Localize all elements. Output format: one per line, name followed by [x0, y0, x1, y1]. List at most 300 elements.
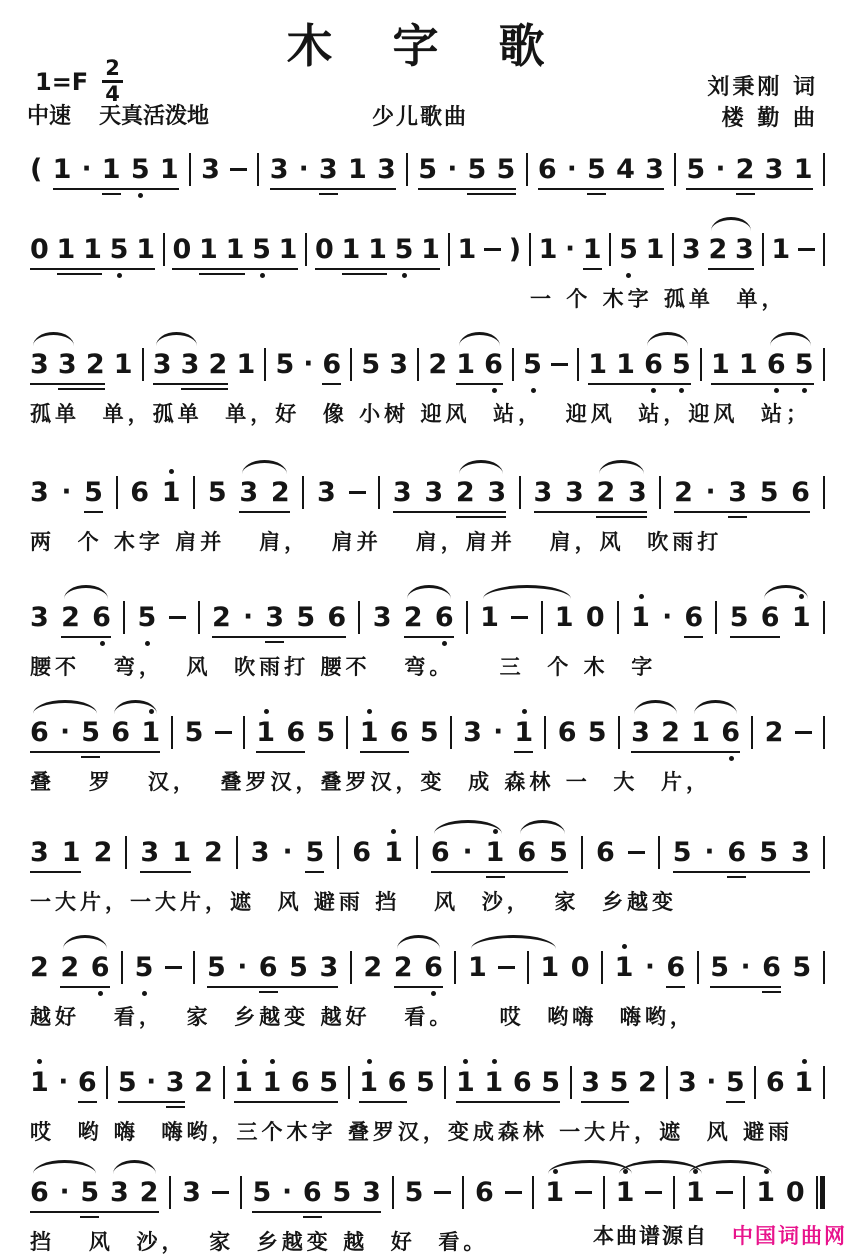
dash-note	[798, 248, 815, 251]
note-digit: 6	[424, 951, 443, 984]
beam-line	[256, 751, 305, 753]
note-digit: 6	[435, 601, 454, 634]
barline	[700, 348, 702, 381]
beam-line	[711, 383, 814, 385]
note-digit: 2	[60, 952, 80, 983]
barline	[609, 233, 611, 266]
note-digit: 1	[236, 349, 256, 380]
barline	[466, 601, 468, 634]
barline	[223, 1066, 225, 1099]
lyrics-line: 孤单 单，孤单 单，好 像 小树 迎风 站， 迎风 站，迎风 站；	[30, 402, 811, 426]
notation-row	[30, 818, 825, 881]
note-digit: 1	[56, 234, 76, 265]
note-digit: 5	[725, 1067, 745, 1098]
beam-line	[674, 511, 810, 513]
low-octave-dot	[142, 991, 147, 996]
notation-row	[30, 698, 825, 761]
note-digit: 1	[52, 154, 72, 185]
dash-note	[795, 731, 812, 734]
slur-arc	[770, 332, 811, 346]
barline	[448, 233, 450, 266]
note-digit: 3	[30, 477, 49, 508]
note-digit: 1	[456, 1066, 475, 1099]
note-digit: 3	[681, 234, 701, 265]
lyrics-line: 一大片，一大片，遮 风 避雨 挡 风 沙， 家 乡越变	[30, 890, 678, 914]
barline	[823, 601, 825, 634]
barline	[823, 476, 825, 509]
note-digit: 6	[595, 837, 615, 868]
note-digit: 6	[684, 602, 704, 633]
beam-line	[118, 1101, 185, 1103]
note-digit: 5	[361, 349, 381, 380]
high-octave-dot	[242, 1059, 247, 1064]
note-digit: 3	[140, 837, 160, 868]
beam-line	[404, 636, 454, 638]
beam-line	[538, 188, 664, 190]
barline	[358, 601, 360, 634]
slur-arc	[459, 332, 500, 346]
note-digit: 5	[332, 1177, 352, 1208]
note-digit: 2	[208, 349, 228, 380]
note-digit: 5	[541, 1067, 560, 1098]
note-digit: 5	[184, 717, 204, 748]
note-digit: 1	[368, 234, 387, 265]
beam-line	[587, 193, 606, 195]
barline	[123, 601, 125, 634]
beam-line	[666, 986, 685, 988]
note-digit: 1	[631, 601, 650, 634]
note-digit: 3	[377, 154, 396, 185]
note-digit: 2	[637, 1067, 657, 1098]
note-digit: 3	[791, 837, 810, 868]
music-line	[30, 1048, 825, 1154]
note-digit: 2	[270, 477, 290, 508]
note-digit: 3	[645, 154, 664, 185]
note-digit: 3	[180, 349, 200, 380]
source-site-link[interactable]: 中国词曲网	[732, 1224, 847, 1248]
barline	[243, 716, 245, 749]
note-digit: 1	[457, 234, 477, 265]
duration-dot: ·	[740, 952, 751, 982]
note-digit: 5	[252, 233, 271, 266]
note-digit: 2	[93, 837, 113, 868]
note-digit: 3	[362, 1177, 381, 1208]
lyrics-line: 挡 风 沙， 家 乡越变 越 好 看。	[30, 1230, 489, 1254]
note-digit: 2	[661, 717, 680, 748]
note-digit: 2	[212, 602, 231, 633]
note-digit: 3	[57, 349, 77, 380]
beam-line	[708, 268, 754, 270]
low-octave-dot	[100, 641, 105, 646]
note-digit: 5	[416, 1067, 435, 1098]
high-octave-dot	[367, 1059, 372, 1064]
slur-arc	[599, 460, 644, 474]
note-digit: 1	[359, 1066, 378, 1099]
barline	[751, 716, 753, 749]
low-octave-dot	[145, 641, 150, 646]
note-digit: 1	[225, 234, 245, 265]
note-digit: 6	[327, 602, 347, 633]
note-digit: 6	[760, 602, 780, 633]
note-digit: 1	[480, 602, 499, 633]
note-digit: 1	[711, 349, 730, 380]
beam-line	[252, 1211, 381, 1213]
high-octave-dot	[367, 709, 372, 714]
barline	[823, 951, 825, 984]
barline	[823, 233, 825, 266]
duration-dot: ·	[715, 154, 726, 184]
music-line	[30, 933, 825, 1039]
beam-line	[30, 871, 81, 873]
barline	[193, 951, 195, 984]
beam-line	[265, 641, 284, 643]
note-digit: 2	[363, 952, 383, 983]
note-digit: 3	[372, 602, 392, 633]
barline	[337, 836, 339, 869]
note-digit: 3	[30, 837, 49, 868]
music-line	[30, 583, 825, 689]
slur-arc	[33, 332, 74, 346]
beam-line	[305, 871, 324, 873]
dash-note	[349, 491, 366, 494]
barline	[116, 476, 118, 509]
barline	[743, 1176, 745, 1209]
lyrics-line: 一 个 木字 孤单 单，	[530, 287, 787, 311]
duration-dot: ·	[462, 837, 473, 867]
low-octave-dot	[138, 193, 143, 198]
note-digit: 5	[316, 717, 336, 748]
barline	[378, 476, 380, 509]
duration-dot: ·	[565, 234, 576, 264]
duration-dot: ·	[298, 154, 309, 184]
slur-arc	[397, 935, 440, 949]
note-digit: 3	[317, 477, 336, 508]
beam-line	[686, 188, 813, 190]
beam-line	[581, 1101, 629, 1103]
barline	[163, 233, 165, 266]
beam-line	[53, 188, 179, 190]
note-digit: 1	[645, 234, 665, 265]
note-digit: 5	[672, 348, 691, 381]
dash-note	[716, 1191, 733, 1194]
note-digit: 0	[30, 234, 49, 265]
note-digit: 5	[296, 602, 316, 633]
note-digit: 6	[765, 1067, 785, 1098]
note-digit: 1	[554, 602, 574, 633]
note-digit: 5	[395, 233, 414, 266]
barline	[302, 476, 304, 509]
note-digit: 2	[708, 234, 728, 265]
barline	[601, 951, 603, 984]
beam-line	[359, 1101, 407, 1103]
beam-line	[418, 188, 516, 190]
beam-line	[588, 383, 691, 385]
note-digit: 6	[430, 837, 450, 868]
note-digit: 6	[791, 477, 810, 508]
note-digit: 1	[199, 234, 218, 265]
high-octave-dot	[37, 1059, 42, 1064]
note-digit: 3	[319, 952, 339, 983]
beam-line	[270, 188, 396, 190]
beam-line	[393, 511, 506, 513]
note-digit: 2	[403, 602, 423, 633]
barline	[618, 716, 620, 749]
notation-row	[30, 583, 825, 646]
dash-note	[575, 1191, 592, 1194]
slur-arc	[242, 460, 287, 474]
duration-dot: ·	[243, 602, 253, 632]
beam-line	[60, 986, 110, 988]
notation-row	[30, 215, 825, 278]
note-digit: 1	[794, 1066, 813, 1099]
duration-dot: ·	[493, 717, 504, 747]
note-digit: 5	[207, 477, 227, 508]
note-digit: 3	[389, 349, 409, 380]
note-digit: 6	[666, 952, 686, 983]
slur-arc	[33, 1160, 96, 1174]
barline	[392, 1176, 394, 1209]
barline	[673, 1176, 675, 1209]
note-digit: 6	[302, 1177, 322, 1208]
slur-arc	[434, 820, 502, 834]
music-line	[30, 818, 825, 924]
beam-line	[736, 193, 755, 195]
beam-line	[394, 986, 443, 988]
barline	[236, 836, 238, 869]
notation-row	[30, 458, 825, 521]
note-digit: 3	[269, 154, 289, 185]
note-digit: 3	[152, 349, 172, 380]
dash-note	[165, 966, 182, 969]
note-digit: 0	[314, 234, 334, 265]
note-digit: 2	[139, 1177, 159, 1208]
note-digit: 5	[80, 1177, 100, 1208]
barline	[823, 836, 825, 869]
beam-line	[534, 511, 647, 513]
note-digit: 5	[131, 153, 150, 186]
note-digit: 5	[135, 951, 154, 984]
note-digit: 2	[203, 837, 223, 868]
note-digit: 6	[512, 1067, 532, 1098]
music-line	[30, 698, 825, 804]
barline	[666, 1066, 668, 1099]
slur-arc	[520, 820, 565, 834]
barline	[581, 836, 583, 869]
barline	[444, 1066, 446, 1099]
note-digit: 2	[393, 952, 413, 983]
note-digit: 6	[474, 1177, 494, 1208]
slur-arc	[471, 935, 556, 949]
lyricist-credit: 刘秉刚 词	[707, 75, 818, 100]
dash-note	[230, 168, 247, 171]
beam-line	[78, 1101, 97, 1103]
beam-line	[710, 986, 781, 988]
lyrics-line: 越好 看， 家 乡越变 越好 看。 哎 哟嗨 嗨哟，	[30, 1005, 695, 1029]
note-digit: 1	[771, 234, 791, 265]
time-signature-numerator: 2	[102, 58, 123, 83]
beam-line	[726, 1101, 745, 1103]
note-digit: 6	[91, 951, 110, 984]
beam-line	[431, 871, 568, 873]
barline	[346, 716, 348, 749]
slur-arc	[634, 700, 677, 714]
dash-note	[215, 731, 232, 734]
low-octave-dot	[98, 991, 103, 996]
note-digit: 3	[764, 154, 784, 185]
note-digit: 1	[615, 951, 634, 984]
dash-note	[505, 1191, 522, 1194]
low-octave-dot	[774, 388, 779, 393]
note-digit: 5	[795, 348, 814, 381]
barline	[416, 836, 418, 869]
note-digit: 1	[484, 1066, 503, 1099]
note-digit: 3	[30, 349, 49, 380]
note-digit: 1	[756, 1176, 775, 1209]
note-digit: 1	[616, 349, 635, 380]
note-digit: 1	[347, 154, 367, 185]
slur-arc	[483, 585, 571, 599]
note-digit: 6	[111, 717, 131, 748]
notation-row	[30, 1158, 825, 1221]
beam-line	[596, 516, 647, 518]
source-prefix: 本曲谱源自	[593, 1224, 708, 1248]
beam-line	[199, 273, 245, 275]
beam-line	[673, 871, 810, 873]
note-digit: 1	[113, 349, 133, 380]
note-digit: 5	[759, 837, 779, 868]
beam-line	[360, 751, 409, 753]
note-digit: 3	[182, 1177, 201, 1208]
duration-dot: ·	[237, 952, 248, 982]
note-digit: 2	[674, 477, 693, 508]
music-line	[30, 215, 825, 321]
barline	[142, 348, 144, 381]
low-octave-dot	[626, 273, 631, 278]
note-digit: 1	[421, 234, 440, 265]
beam-line	[239, 511, 290, 513]
note-digit: 5	[289, 952, 308, 983]
note-digit: 5	[467, 154, 487, 185]
barline	[526, 153, 528, 186]
notation-row	[30, 135, 825, 198]
note-digit: 5	[275, 349, 295, 380]
note-digit: 6	[721, 716, 740, 749]
dash-note	[169, 616, 186, 619]
note-digit: 3	[265, 602, 285, 633]
beam-line	[102, 193, 121, 195]
note-digit: 3	[250, 837, 270, 868]
slur-arc	[764, 585, 808, 599]
key-label: 1=F	[35, 67, 89, 96]
beam-line	[728, 516, 747, 518]
note-digit: 5	[81, 717, 101, 748]
composer-credit: 楼 勤 曲	[721, 106, 818, 131]
note-digit: 3	[424, 477, 444, 508]
slur-arc	[64, 585, 108, 599]
barline	[106, 1066, 108, 1099]
note-digit: 1	[136, 234, 155, 265]
expression-label: 天真活泼地	[99, 104, 210, 129]
barline	[240, 1176, 242, 1209]
note-digit: 6	[130, 477, 150, 508]
high-octave-dot	[391, 829, 396, 834]
note-digit: 1	[467, 952, 487, 983]
tempo-label: 中速	[27, 104, 72, 129]
barline	[617, 601, 619, 634]
note-digit: 5	[137, 601, 156, 634]
beam-line	[207, 986, 338, 988]
duration-dot: ·	[447, 154, 458, 184]
beam-line	[58, 388, 105, 390]
barline	[603, 1176, 605, 1209]
note-digit: 3	[677, 1067, 697, 1098]
note-digit: 1	[793, 154, 813, 185]
beam-line	[730, 636, 780, 638]
note-digit: 2	[85, 349, 105, 380]
duration-dot: ·	[282, 1177, 292, 1207]
beam-line	[583, 268, 602, 270]
slur-arc	[63, 935, 107, 949]
note-digit: 5	[404, 1177, 424, 1208]
high-octave-dot	[264, 709, 269, 714]
barline	[674, 153, 676, 186]
barline	[257, 153, 259, 186]
barline	[169, 1176, 171, 1209]
barline	[348, 1066, 350, 1099]
note-digit: 1	[514, 716, 533, 749]
beam-line	[212, 636, 346, 638]
duration-dot: ·	[644, 952, 655, 982]
beam-line	[80, 1216, 99, 1218]
barline	[659, 476, 661, 509]
beam-line	[514, 751, 533, 753]
high-octave-dot	[639, 594, 644, 599]
low-octave-dot	[402, 273, 407, 278]
slur-arc	[113, 1160, 156, 1174]
note-digit: 5	[207, 952, 226, 983]
note-digit: 6	[77, 1067, 97, 1098]
low-octave-dot	[651, 388, 656, 393]
note-digit: 6	[389, 717, 409, 748]
time-signature-denominator: 4	[105, 82, 120, 106]
slur-arc	[114, 700, 157, 714]
note-digit: 0	[172, 234, 192, 265]
note-digit: 1	[341, 234, 361, 265]
note-digit: 1	[540, 952, 560, 983]
note-digit: 1	[545, 1176, 564, 1209]
note-digit: 1	[162, 476, 181, 509]
barline	[570, 1066, 572, 1099]
note-digit: 1	[384, 836, 403, 869]
barline	[125, 836, 127, 869]
note-digit: 6	[387, 1067, 407, 1098]
beam-line	[81, 756, 100, 758]
low-octave-dot	[117, 273, 122, 278]
barline	[417, 348, 419, 381]
notation-row	[30, 330, 825, 393]
lyrics-line: 两 个 木字 肩并 肩， 肩并 肩，肩并 肩，风 吹雨打	[30, 530, 723, 554]
duration-dot: ·	[146, 1067, 157, 1097]
barline	[189, 153, 191, 186]
note-digit: 5	[117, 1067, 137, 1098]
barline	[672, 233, 674, 266]
note-digit: 6	[762, 952, 781, 983]
low-octave-dot	[431, 991, 436, 996]
low-octave-dot	[492, 388, 497, 393]
beam-line	[181, 388, 228, 390]
note-digit: 1	[278, 234, 298, 265]
low-octave-dot	[802, 388, 807, 393]
